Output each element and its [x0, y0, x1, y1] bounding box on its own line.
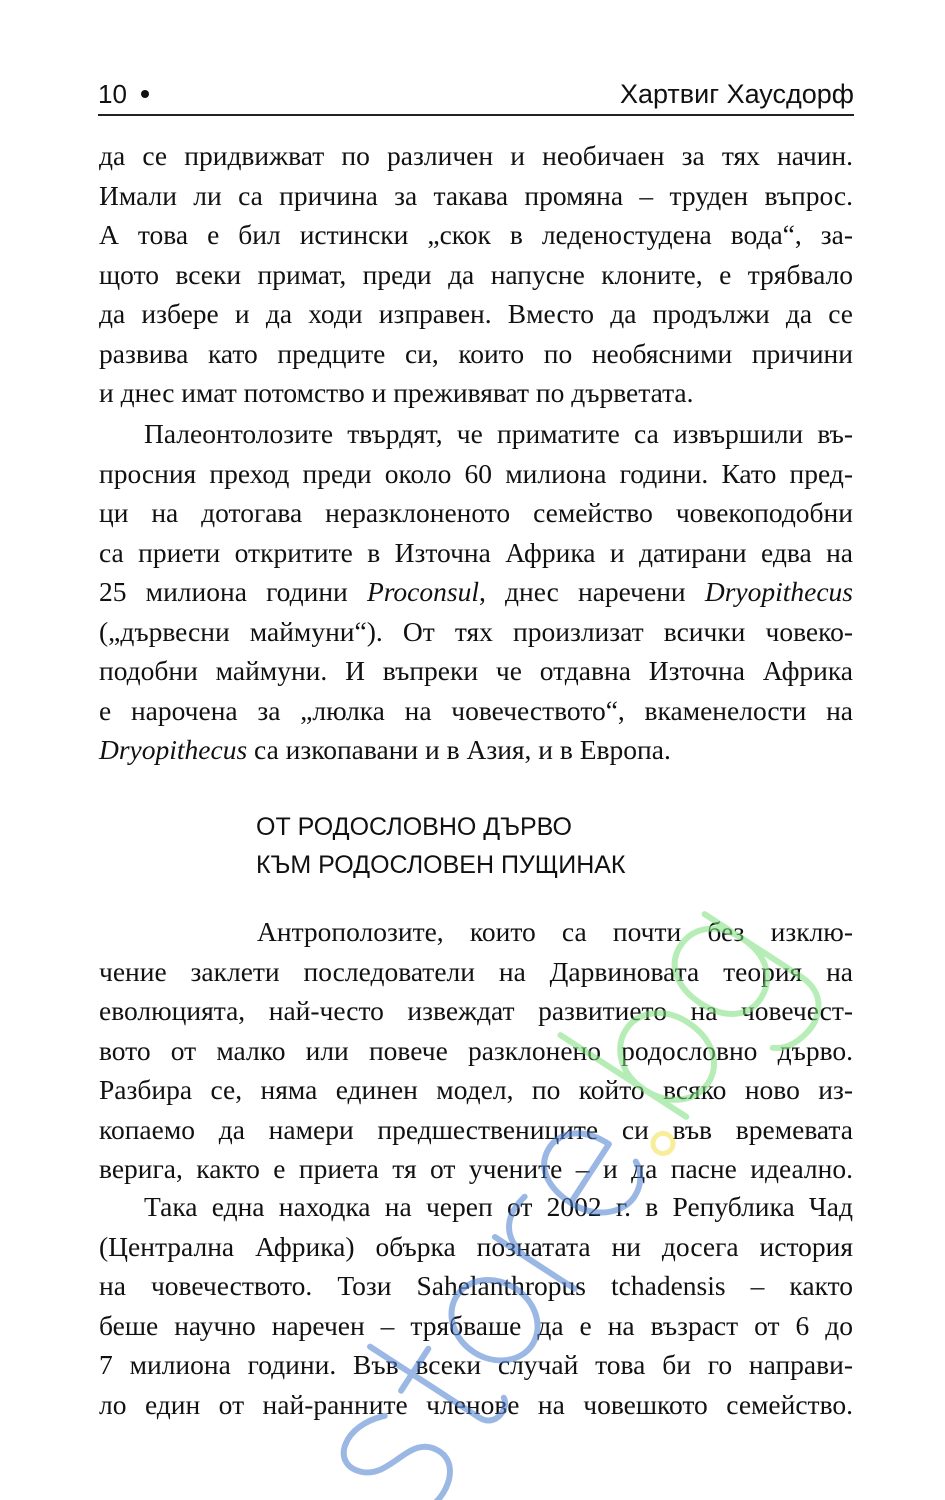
text-line: да се придвижват по различен и необичаен за тях начин. — [99, 140, 853, 171]
section-heading — [256, 808, 626, 884]
text-line: ци на дотогава неразклоненото семейство човекоподобни — [99, 497, 853, 528]
text-line: развива като предците си, които по необясними причини — [99, 337, 853, 369]
text-line: е нарочена за „люлка на човечеството“, вкаменелости на — [99, 694, 853, 726]
section-heading-line-1: ОТ РОДОСЛОВНО ДЪРВО — [256, 813, 572, 841]
paragraph-3 — [99, 912, 853, 1189]
text-line: Разбира се, няма единен модел, по който всяко ново из- — [99, 1074, 853, 1105]
text-line: щото всеки примат, преди да напусне клоните, е трябвало — [99, 258, 853, 290]
text-line: („дървесни маймуни“). От тях произлизат всички човеко- — [99, 615, 853, 647]
text-line: и днес имат потомство и преживяват по дърветата. — [99, 377, 694, 408]
text-line: 7 милиона години. Във всеки случай това би го направи- — [99, 1349, 853, 1380]
text-line: вото от малко или повече разклонено родословно дърво. — [99, 1034, 853, 1066]
text-run: са изкопавани и в Азия, и в Европа. — [247, 734, 671, 765]
paragraph-2 — [99, 414, 853, 770]
text-line: са приети откритите в Източна Африка и датирани едва на — [99, 536, 853, 568]
paragraph-4 — [99, 1187, 853, 1424]
text-run: 25 милиона години — [99, 576, 367, 607]
page-number-text: 10 — [98, 79, 127, 109]
bullet-icon — [141, 90, 149, 98]
text-line: Палеонтолозите твърдят, че приматите са извършили въ- — [144, 418, 853, 449]
text-line: Имали ли са причина за такава промяна – труден въпрос. — [99, 179, 853, 211]
paragraph-1 — [99, 136, 853, 413]
text-line: А това е бил истински „скок в леденостудена вода“, за- — [99, 219, 853, 250]
text-line — [99, 730, 853, 770]
text-run: , днес наречени — [478, 576, 705, 607]
text-line: Така една находка на череп от 2002 г. в Република Чад — [144, 1191, 853, 1222]
text-line: на човечеството. Този Sahelanthropus tchadensis – както — [99, 1270, 853, 1301]
running-head-author: Хартвиг Хаусдорф — [619, 79, 854, 109]
text-line: просния преход преди около 60 милиона години. Като пред- — [99, 457, 853, 489]
text-line: Антрополозите, които са почти без изклю- — [257, 916, 853, 947]
page-number — [98, 78, 149, 110]
section-heading-line-2: КЪМ РОДОСЛОВЕН ПУЩИНАК — [256, 851, 626, 879]
text-line: еволюцията, най-често извеждат развитието на човечест- — [99, 995, 853, 1026]
italic-term-dryopithecus: Dryopithecus — [99, 734, 248, 765]
italic-term-proconsul: Proconsul — [366, 576, 479, 607]
text-line: (Централна Африка) обърка познатата ни досега история — [99, 1230, 853, 1262]
text-line — [99, 572, 853, 612]
running-header — [98, 78, 854, 116]
text-line: чение заклети последователи на Дарвиновата теория на — [99, 955, 853, 987]
text-line: подобни маймуни. И въпреки че отдавна Източна Африка — [99, 655, 853, 686]
text-line: верига, както е приета тя от учените – и да пасне идеално. — [99, 1153, 853, 1184]
text-line: ло един от най-ранните членове на човешкото семейство. — [99, 1388, 853, 1420]
text-line: да избере и да ходи изправен. Вместо да продължи да се — [99, 298, 853, 329]
text-line: копаемо да намери предшествениците си във времевата — [99, 1113, 853, 1145]
text-line: беше научно наречен – трябваше да е на възраст от 6 до — [99, 1309, 853, 1341]
italic-term-dryopithecus: Dryopithecus — [704, 576, 853, 607]
